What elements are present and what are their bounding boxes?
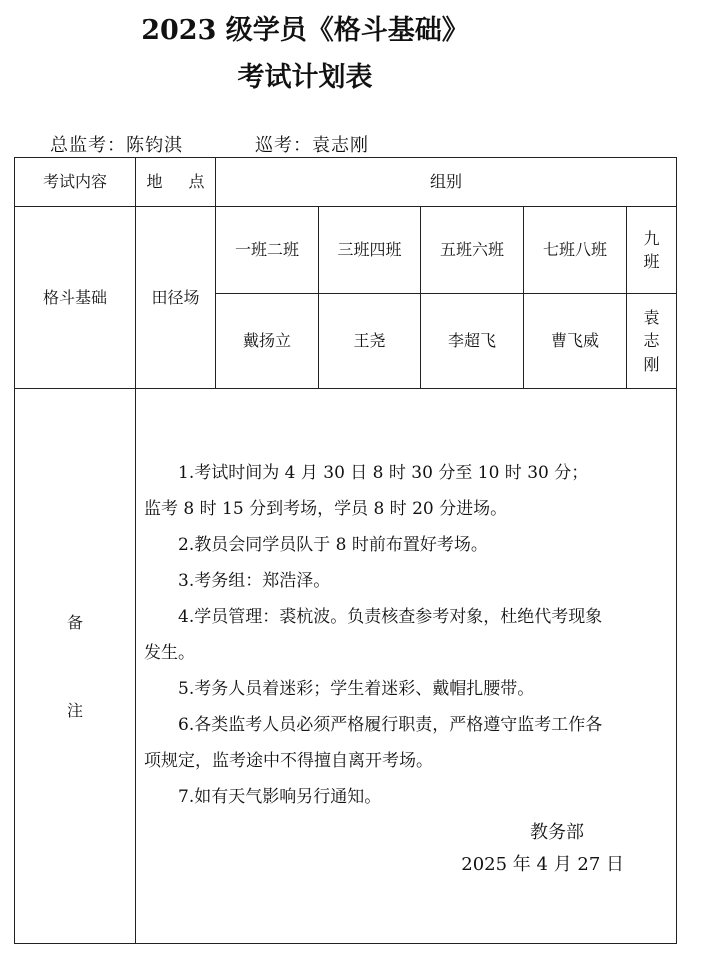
note-line: 6.各类监考人员必须严格履行职责，严格遵守监考工作各: [178, 715, 603, 735]
exam-location-cell: 田径场: [136, 207, 216, 389]
title-line-2: 考试计划表: [237, 62, 373, 93]
note-line: 监考 8 时 15 分到考场，学员 8 时 20 分进场。: [144, 499, 508, 519]
notes-list: [144, 389, 668, 815]
remarks-label-cell: [15, 389, 136, 944]
title-line-1: 2023 级学员《格斗基础》: [141, 15, 469, 46]
header-group: 组别: [216, 158, 677, 207]
staff-cell: 戴扬立: [216, 294, 319, 389]
header-location: 地 点: [136, 158, 216, 207]
note-line: 发生。: [144, 643, 195, 663]
group-cell: 九班: [627, 207, 677, 294]
note-line: 3.考务组：郑浩泽。: [178, 571, 331, 591]
staff-cell: 曹飞威: [524, 294, 627, 389]
note-line: 5.考务人员着迷彩；学生着迷彩、戴帽扎腰带。: [178, 679, 535, 699]
note-line: 项规定，监考途中不得擅自离开考场。: [144, 751, 433, 771]
proctor-line: [50, 131, 369, 157]
staff-cell: 袁志刚: [627, 294, 677, 389]
header-content: 考试内容: [15, 158, 136, 207]
exam-plan-table: [14, 157, 677, 944]
note-line: 1.考试时间为 4 月 30 日 8 时 30 分至 10 时 30 分；: [178, 463, 589, 483]
group-cell: 三班四班: [319, 207, 421, 294]
remarks-label-2: 注: [66, 701, 83, 720]
remarks-cell: [136, 389, 677, 944]
inspector: 巡考：袁志刚: [255, 135, 369, 156]
group-cell: 五班六班: [421, 207, 524, 294]
exam-content-cell: 格斗基础: [15, 207, 136, 389]
remarks-label-1: 备: [66, 613, 83, 632]
chief-proctor: 总监考：陈钧淇: [50, 135, 183, 156]
staff-cell: 李超飞: [421, 294, 524, 389]
note-line: 4.学员管理：裘杭波。负责核查参考对象，杜绝代考现象: [178, 607, 603, 627]
signature-date: 2025 年 4 月 27 日: [461, 854, 625, 875]
note-line: 2.教员会同学员队于 8 时前布置好考场。: [178, 535, 488, 555]
staff-cell: 王尧: [319, 294, 421, 389]
signature-dept: 教务部: [530, 822, 585, 843]
group-cell: 七班八班: [524, 207, 627, 294]
note-line: 7.如有天气影响另行通知。: [178, 787, 382, 807]
signature-block: [461, 817, 624, 881]
group-cell: 一班二班: [216, 207, 319, 294]
